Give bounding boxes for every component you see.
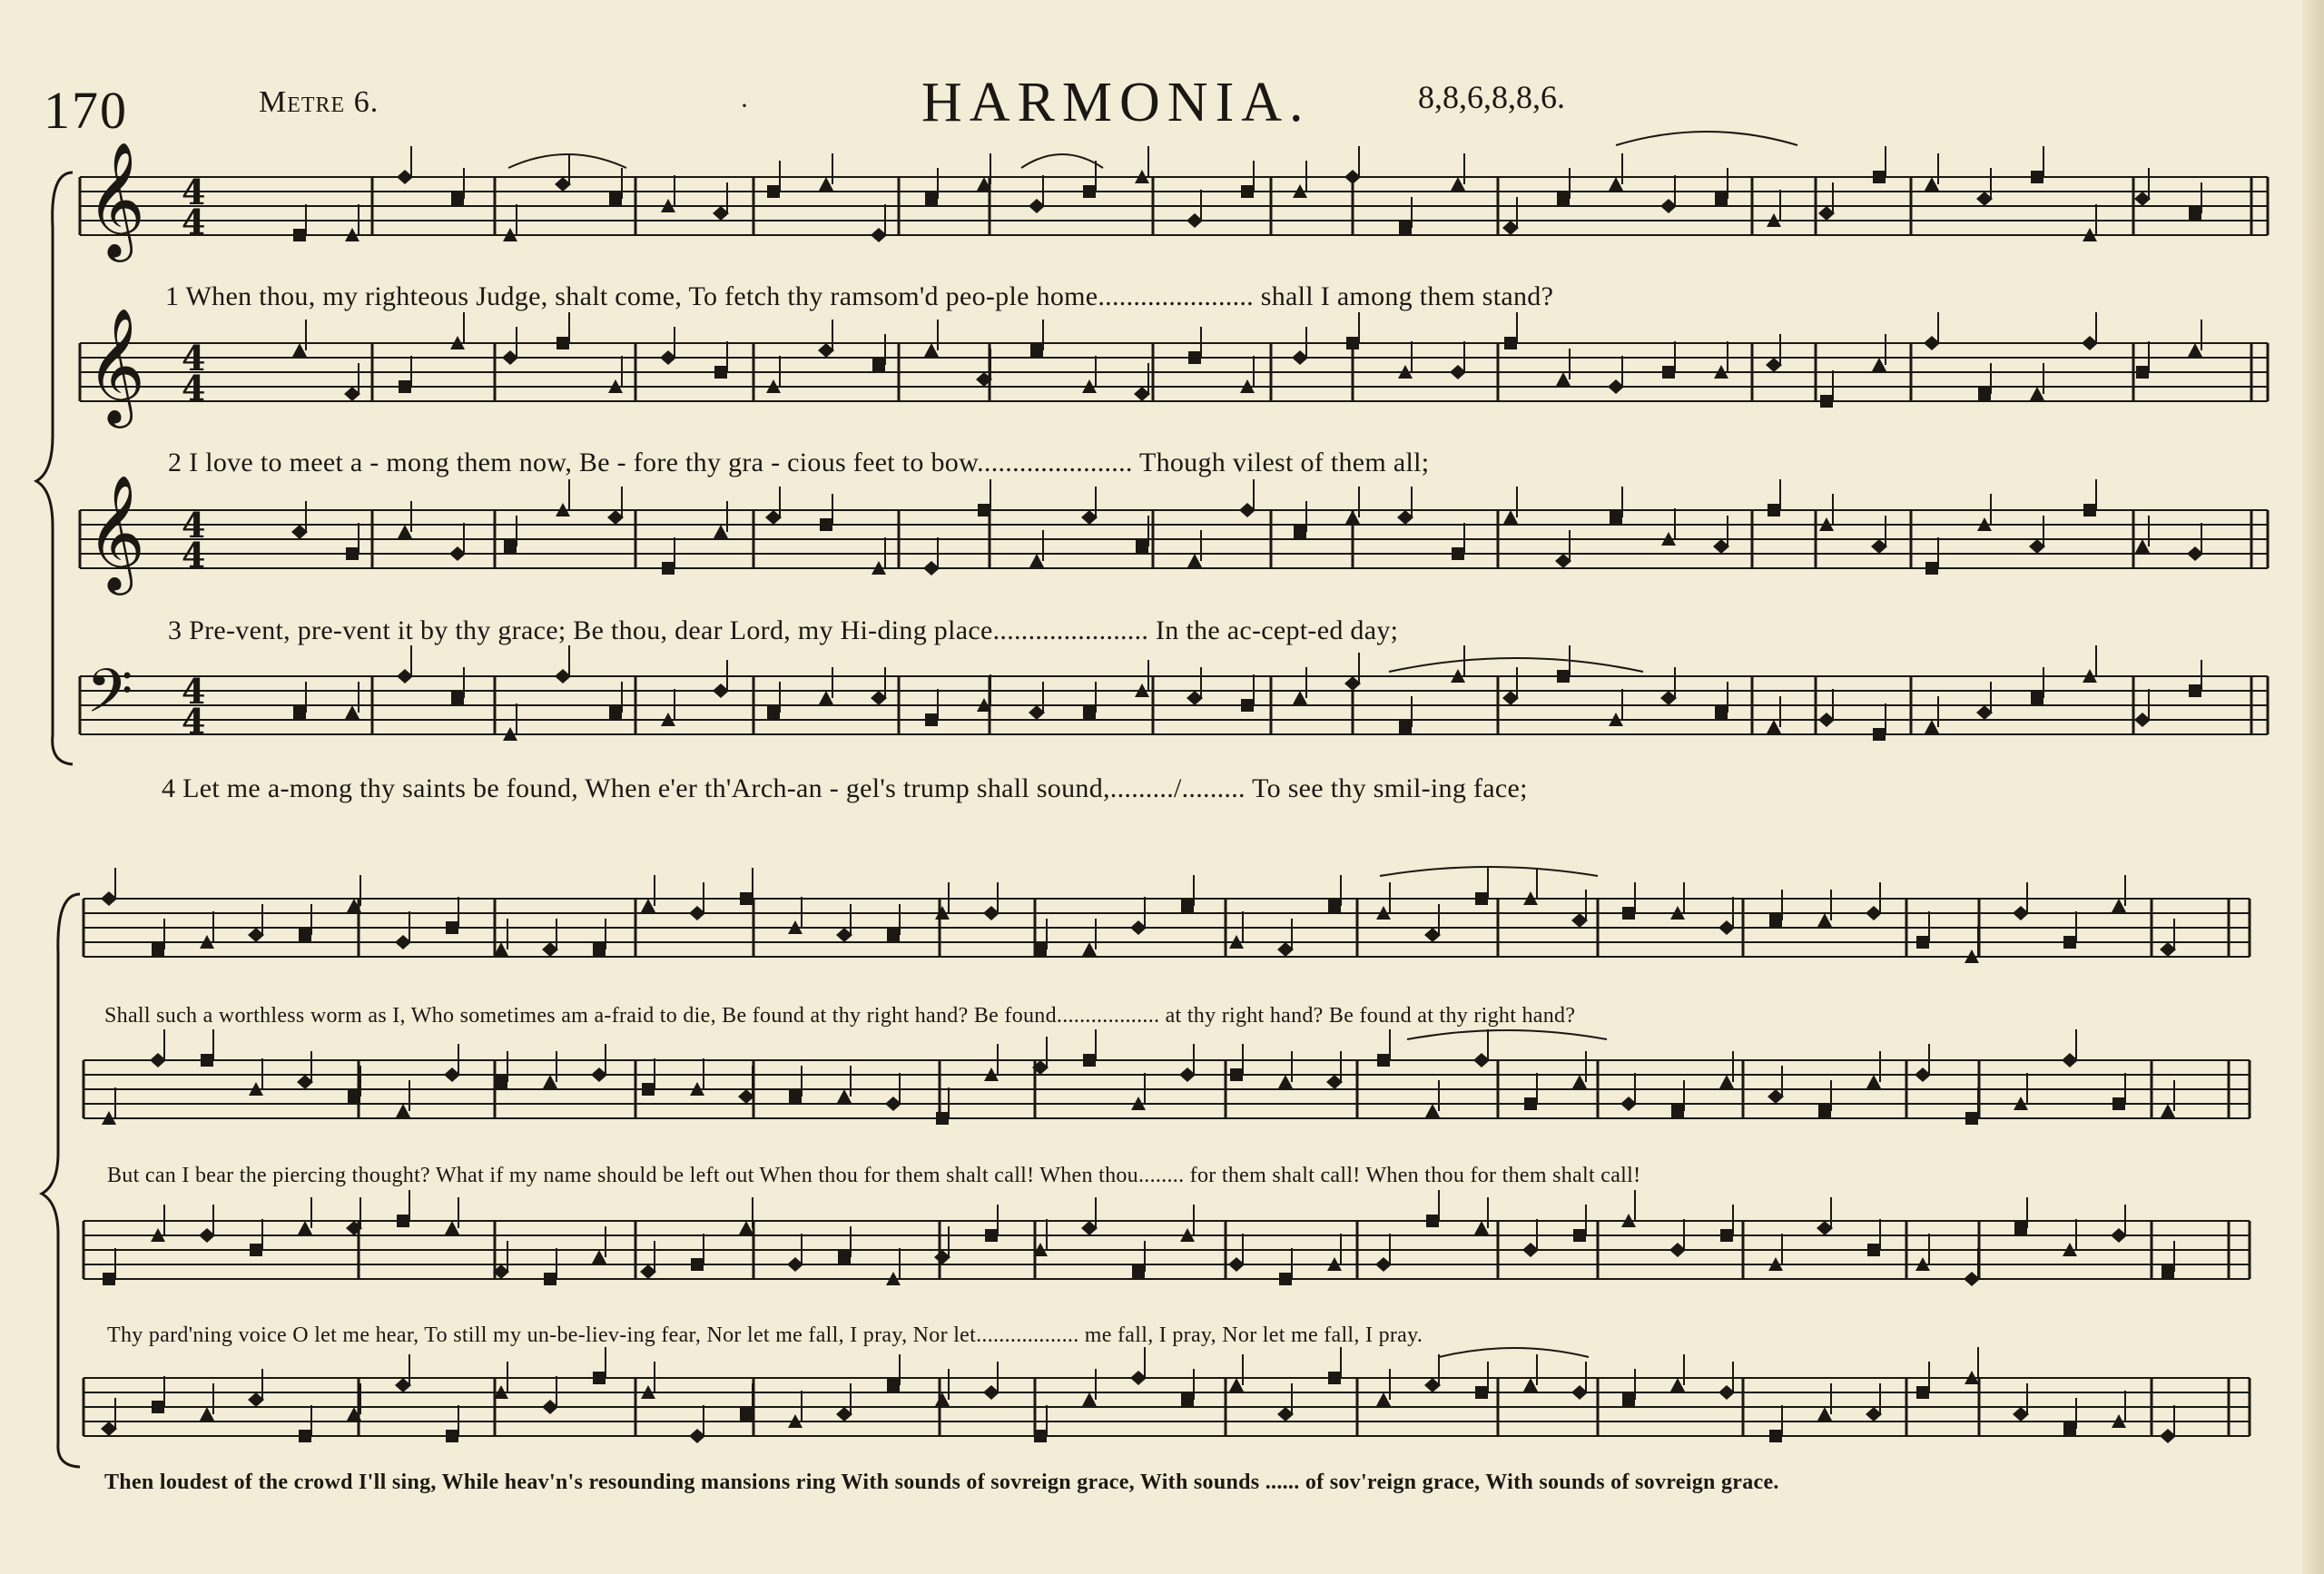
note — [935, 1392, 950, 1406]
note — [1925, 562, 1938, 575]
lyric-verse-3: 3 Pre-vent, pre-vent it by thy grace; Be thou, dear Lord, my Hi-ding place...................... In the ac-cept-ed day; — [168, 615, 1399, 645]
note — [1978, 388, 1991, 400]
note — [662, 562, 675, 575]
note — [2162, 1265, 2174, 1278]
lyric-verse-4: 4 Let me a-mong thy saints be found, When e'er th'Arch-an - gel's trump shall sound,........./......... To see thy smil-ing face; — [162, 773, 1528, 803]
note — [2188, 343, 2202, 357]
note — [714, 525, 728, 538]
note — [152, 1401, 164, 1413]
time-signature-top: 4 — [182, 338, 206, 379]
note — [293, 229, 306, 241]
note — [1818, 1105, 1831, 1117]
note — [1241, 185, 1254, 198]
note — [2031, 171, 2043, 183]
note — [2189, 207, 2201, 220]
note — [2161, 1104, 2175, 1117]
note — [767, 706, 780, 719]
note — [2063, 1422, 2076, 1435]
note — [1426, 1215, 1439, 1227]
note — [1769, 1430, 1782, 1442]
note — [1767, 720, 1781, 733]
note — [103, 1273, 115, 1285]
note — [451, 692, 464, 704]
lyric-verse-2: 2 I love to meet a - mong them now, Be - fore thy gra - cious feet to bow...................... Though vilest of them all; — [168, 448, 1430, 477]
note — [1503, 510, 1518, 524]
note — [2014, 1222, 2027, 1235]
note — [593, 943, 606, 956]
note — [298, 1221, 312, 1235]
note — [2136, 366, 2149, 379]
note — [887, 1379, 900, 1392]
lyric-line-1: Shall such a worthless worm as I, Who sometimes am a-fraid to die, Be found at thy right hand? Be found.................. at thy right hand? Be found at thy right hand? — [104, 1004, 1576, 1028]
note — [1817, 1407, 1832, 1421]
note — [504, 540, 517, 553]
note — [1241, 699, 1254, 712]
note — [1715, 192, 1728, 205]
note — [348, 1090, 360, 1103]
note — [1475, 892, 1488, 905]
slur — [1407, 1030, 1607, 1039]
note — [838, 1251, 851, 1264]
note — [1034, 1430, 1047, 1442]
note — [1670, 1378, 1685, 1392]
note — [445, 1221, 459, 1235]
note — [1873, 171, 1886, 183]
note — [1817, 913, 1832, 927]
note — [2030, 387, 2044, 400]
note — [1425, 1104, 1440, 1117]
lyric-line-2: But can I bear the piercing thought? What if my name should be left out When thou for them shalt call! When thou........ for them shalt call! When thou for them shalt call! — [107, 1164, 1641, 1187]
note — [1230, 1068, 1243, 1081]
metre-numbers: 8,8,6,8,8,6. — [1418, 79, 1565, 115]
note — [495, 1076, 507, 1088]
note — [1293, 691, 1307, 704]
note — [593, 1372, 606, 1384]
hymn-title: HARMONIA. — [921, 72, 1311, 133]
note — [714, 366, 727, 379]
system-brace — [42, 894, 80, 1467]
note — [399, 380, 411, 393]
note — [1556, 372, 1571, 386]
note — [1294, 526, 1306, 538]
note — [1572, 1075, 1587, 1088]
note — [641, 899, 655, 912]
note — [936, 1112, 949, 1125]
note — [1181, 1393, 1194, 1406]
ornament-dot: · — [740, 91, 749, 121]
note — [292, 343, 307, 357]
note — [1376, 1392, 1391, 1406]
note — [925, 713, 938, 726]
note — [201, 1054, 213, 1067]
note — [1557, 192, 1570, 205]
time-signature-bottom: 4 — [182, 701, 206, 742]
note — [1229, 1378, 1244, 1392]
note — [1083, 706, 1096, 719]
note — [1399, 721, 1412, 733]
note — [1132, 1265, 1145, 1278]
note — [1377, 1054, 1390, 1067]
note — [740, 892, 753, 905]
note — [1474, 1221, 1489, 1235]
note — [1187, 554, 1202, 567]
note — [1916, 936, 1929, 949]
lyric-verse-1: 1 When thou, my righteous Judge, shalt come, To fetch thy ramsom'd peo-ple home...................... shall I among them stand? — [165, 281, 1554, 311]
treble-clef: 𝄞 — [86, 141, 146, 257]
note — [1504, 337, 1517, 349]
note — [1181, 900, 1194, 912]
note — [978, 504, 990, 516]
note — [1083, 1054, 1096, 1067]
note — [872, 359, 885, 371]
note — [887, 929, 900, 941]
note — [609, 706, 622, 719]
note — [2031, 692, 2043, 704]
slur — [1616, 132, 1797, 145]
note — [1029, 554, 1044, 567]
bass-clef: 𝄢 — [86, 656, 133, 741]
note — [767, 185, 780, 198]
treble-clef: 𝄞 — [86, 474, 146, 590]
note — [1671, 1105, 1684, 1117]
note — [1820, 395, 1833, 408]
note — [398, 525, 412, 538]
note — [1873, 728, 1886, 741]
note — [1451, 177, 1465, 191]
note — [1082, 942, 1097, 956]
slur — [508, 154, 626, 168]
note — [1867, 1244, 1880, 1256]
time-signature-bottom: 4 — [182, 535, 206, 575]
note — [1925, 177, 1939, 191]
note — [2112, 899, 2126, 912]
note — [592, 1250, 606, 1264]
note — [642, 1083, 655, 1096]
time-signature-bottom: 4 — [182, 368, 206, 408]
note — [739, 1221, 753, 1235]
note — [1719, 1075, 1734, 1088]
note — [1768, 504, 1780, 516]
note — [1866, 1075, 1881, 1088]
note — [1279, 1273, 1292, 1285]
note — [789, 1090, 802, 1103]
note — [1083, 185, 1096, 198]
note — [1622, 907, 1635, 920]
note — [985, 1229, 998, 1242]
note — [1278, 1075, 1293, 1088]
note — [250, 1244, 262, 1256]
note — [1524, 1097, 1537, 1110]
note — [543, 1075, 557, 1088]
note — [740, 1408, 753, 1421]
note — [1136, 540, 1148, 553]
time-signature-top: 4 — [182, 505, 206, 546]
note — [1662, 366, 1675, 379]
note — [544, 1273, 556, 1285]
note — [1452, 547, 1464, 560]
note — [1557, 670, 1570, 683]
lyric-line-4: Then loudest of the crowd I'll sing, While heav'n's resounding mansions ring With sounds of sovreign grace, With sounds ...... of sov'reign grace, With sounds of sovreign grace. — [104, 1471, 1779, 1494]
note — [820, 518, 832, 531]
note — [1034, 943, 1047, 956]
note — [1188, 351, 1201, 364]
note — [299, 929, 311, 941]
note — [1916, 1386, 1929, 1399]
note — [152, 943, 164, 956]
system-brace — [36, 172, 73, 764]
lyric-line-3: Thy pard'ning voice O let me hear, To still my un-be-liev-ing fear, Nor let me fall, I pray, Nor let.................. me fall, I pray, Nor let me fall, I pray. — [107, 1323, 1423, 1347]
metre-label: Metre 6. — [259, 85, 379, 119]
slur — [1021, 154, 1103, 168]
note — [1925, 720, 1939, 733]
note — [1622, 1393, 1635, 1406]
note — [1082, 1392, 1097, 1406]
time-signature-bottom: 4 — [182, 202, 206, 242]
note — [1965, 1112, 1978, 1125]
note — [299, 1430, 311, 1442]
note — [345, 705, 359, 719]
note — [397, 1215, 409, 1227]
note — [446, 1430, 458, 1442]
note — [819, 177, 833, 191]
note — [2083, 504, 2096, 516]
slur — [1439, 1348, 1589, 1357]
note — [1328, 900, 1341, 912]
time-signature-top: 4 — [182, 172, 206, 212]
note — [819, 691, 833, 704]
note — [1573, 1229, 1586, 1242]
note — [2112, 1097, 2125, 1110]
treble-clef: 𝄞 — [86, 307, 146, 423]
note — [1610, 511, 1622, 524]
note — [346, 547, 359, 560]
note — [1346, 337, 1359, 349]
note — [1030, 344, 1043, 357]
note — [691, 1258, 704, 1271]
note — [925, 192, 938, 205]
note — [1328, 1372, 1341, 1384]
note — [2135, 539, 2150, 553]
note — [1715, 706, 1728, 719]
note — [396, 1104, 410, 1117]
note — [446, 921, 458, 934]
note — [200, 1407, 214, 1421]
note — [1872, 358, 1886, 371]
note — [1720, 1229, 1733, 1242]
note — [1345, 510, 1360, 524]
note — [1523, 1378, 1538, 1392]
note — [609, 192, 622, 205]
note — [1399, 221, 1412, 234]
note — [451, 192, 464, 205]
time-signature-top: 4 — [182, 671, 206, 712]
note — [293, 706, 306, 719]
note — [837, 1089, 852, 1103]
note — [2063, 936, 2076, 949]
note — [1609, 177, 1623, 191]
page-number: 170 — [44, 81, 128, 140]
note — [1475, 1386, 1488, 1399]
note — [2189, 684, 2201, 697]
note — [1769, 914, 1782, 927]
note — [556, 337, 569, 349]
note — [924, 343, 939, 357]
